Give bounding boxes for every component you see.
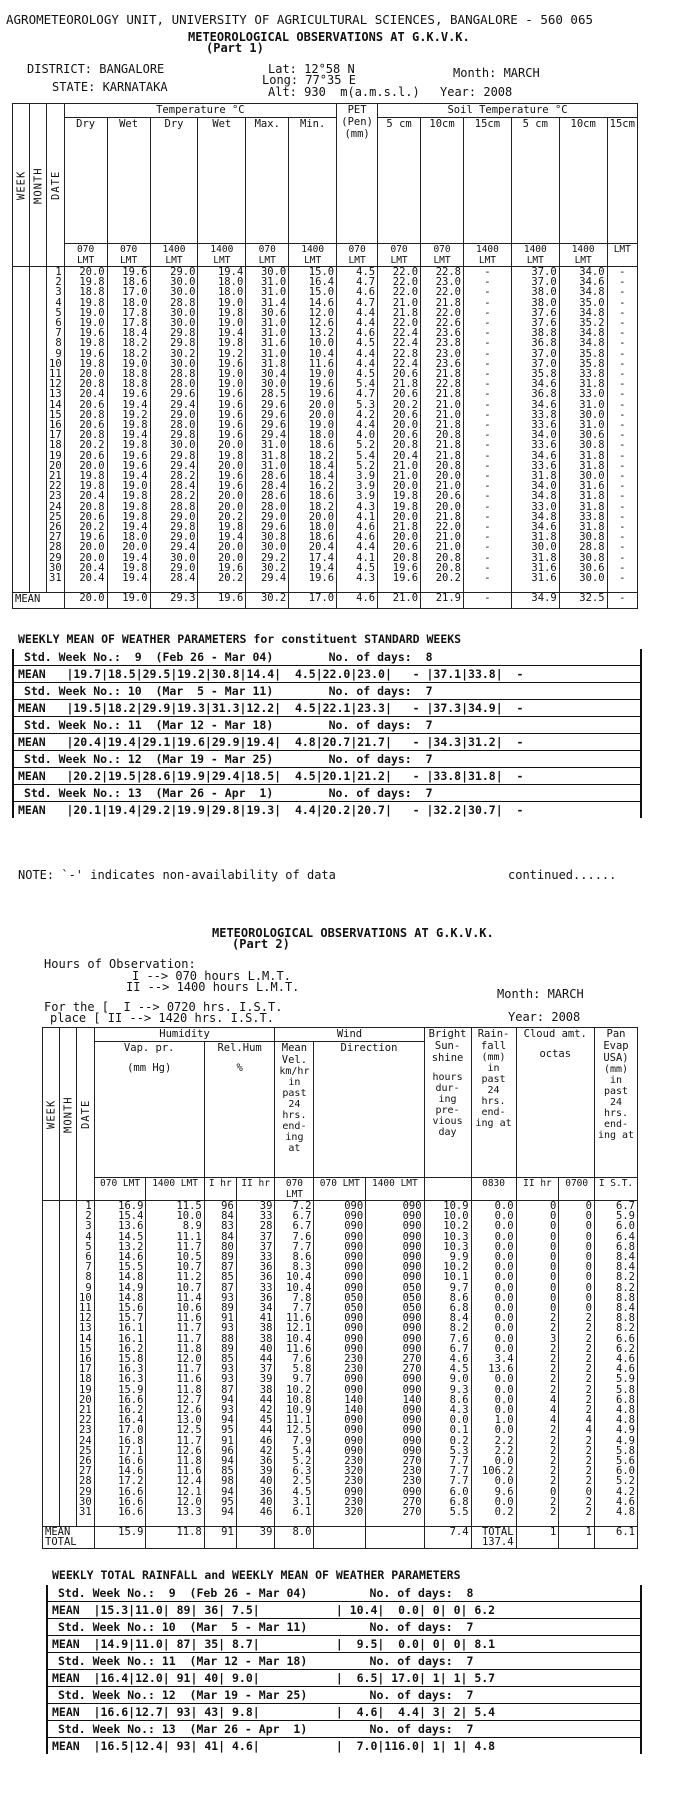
mean-value: 4.6 xyxy=(337,593,378,609)
std-week-header: Std. Week No.: 10 (Mar 5 - Mar 11) No. of days: 7 xyxy=(14,683,640,700)
hours-title: Hours of Observation: xyxy=(44,957,196,971)
mean-value: 19.0 xyxy=(107,593,150,609)
soil-10cm-header: 10cm xyxy=(421,118,464,244)
max-temp-column: 30.0 31.0 31.0 31.4 30.6 31.0 31.0 31.6 31.0 31.8 30.4 30.0 28.5 29.6 29.6 29.6 29.4 31.0 31.8 31.0 28.6 28.4 28.6 28.0 29.0 29.6 30.8 30.0 29.2 30.2 29.4 xyxy=(246,267,289,593)
std-week-mean: MEAN |16.5|12.4| 93| 41| 4.6| | 7.0|116.0| 1| 1| 4.8 xyxy=(52,1739,496,1753)
time-header: 070 LMT xyxy=(275,1178,314,1201)
std-week-header: Std. Week No.: 9 (Feb 26 - Mar 04) No. of days: 8 xyxy=(48,1585,640,1602)
mean-value: - xyxy=(464,593,512,609)
vap070-column: 16.9 15.4 13.6 14.5 13.2 14.6 15.5 14.8 14.9 14.8 15.6 15.7 16.1 16.1 16.2 15.8 16.3 16.3 15.9 16.6 16.2 16.4 17.0 16.8 17.1 16.6 14.6 17.2 16.6 16.6 16.6 xyxy=(94,1201,146,1527)
std-week-header: Std. Week No.: 9 (Feb 26 - Mar 04) No. of days: 8 xyxy=(14,649,640,666)
soil15-1400-column: - - - - - - - - - - - - - - - - - - - - - - - - - - - - - - - xyxy=(607,267,637,593)
rel-hum-header: Rel.Hum % xyxy=(204,1042,275,1178)
pan-evap-column: 6.7 5.9 6.0 6.4 6.8 8.4 8.4 8.2 8.2 8.8 8.4 8.8 8.2 6.6 6.2 4.6 4.6 5.9 5.8 6.8 4.8 4.8 4.9 4.9 5.8 5.6 6.0 5.2 4.2 4.6 4.8 xyxy=(595,1201,638,1527)
mean-label: MEAN xyxy=(13,593,65,609)
soil-10cm-header: 10cm xyxy=(559,118,607,244)
wet-header: Wet xyxy=(107,118,150,244)
std-week-mean: MEAN |19.7|18.5|29.5|19.2|30.8|14.4| 4.5|22.0|23.0| - |37.1|33.8| - xyxy=(14,666,640,683)
week-header: WEEK xyxy=(43,1028,60,1201)
time-header: 070 LMT xyxy=(421,244,464,267)
std-week-mean: MEAN |14.9|11.0| 87| 35| 8.7| | 9.5| 0.0| 0| 0| 8.1 xyxy=(48,1636,640,1653)
hours-ii: II --> 1400 hours L.M.T. xyxy=(126,980,300,994)
time-header: 070 LMT xyxy=(378,244,421,267)
std-week-mean: MEAN |20.1|19.4|29.2|19.9|29.8|19.3| 4.4|20.2|20.7| - |32.2|30.7| - xyxy=(18,803,524,817)
mean-value: 17.0 xyxy=(289,593,337,609)
time-header: 1400 LMT xyxy=(366,1178,424,1201)
date-header: DATE xyxy=(77,1028,95,1201)
wet-header: Wet xyxy=(198,118,246,244)
soil-5cm-header: 5 cm xyxy=(511,118,559,244)
time-header: 1400 LMT xyxy=(511,244,559,267)
part2-year: Year: 2008 xyxy=(508,1010,581,1024)
mean-value: 39 xyxy=(236,1527,275,1549)
std-week-header: Std. Week No.: 12 (Mar 19 - Mar 25) No. of days: 7 xyxy=(14,751,640,768)
month-header: MONTH xyxy=(60,1028,77,1201)
time-header: 0830 xyxy=(471,1178,516,1201)
for-the-place-i: For the [ I --> 0720 hrs. I.S.T. xyxy=(44,1000,283,1014)
part2-weekly-title: WEEKLY TOTAL RAINFALL and WEEKLY MEAN OF WEATHER PARAMETERS xyxy=(52,1568,461,1582)
humidity-header: Humidity xyxy=(94,1028,275,1042)
mean-value: 34.9 xyxy=(511,593,559,609)
mean-total-label: MEAN TOTAL xyxy=(43,1527,95,1549)
altitude: Alt: 930 m(a.m.s.l.) xyxy=(268,85,420,99)
wind-header: Wind xyxy=(275,1028,424,1042)
mean-value: 1 xyxy=(516,1527,559,1549)
min-temp-column: 15.0 16.4 15.0 14.6 12.0 12.6 13.2 10.0 10.4 11.6 19.0 19.6 19.6 20.0 20.0 19.0 18.0 18.6 18.2 18.4 18.4 16.2 18.6 18.2 20.0 18.0 18.6 20.4 17.4 19.4 19.6 xyxy=(289,267,337,593)
sunshine-column: 10.9 10.0 10.2 10.3 10.3 9.9 10.2 10.1 9.7 8.6 6.8 8.4 8.2 7.6 6.7 4.6 4.5 9.0 9.3 8.6 4.3 0.0 0.1 0.2 5.3 7.7 7.7 7.7 6.0 6.8 5.5 xyxy=(424,1201,471,1527)
district: DISTRICT: BANGALORE xyxy=(27,62,165,76)
hours-i: I --> 070 hours L.M.T. xyxy=(132,969,291,983)
time-header: 070 LMT xyxy=(94,1178,146,1201)
std-week-header: Std. Week No.: 13 (Mar 26 - Apr 1) No. of days: 7 xyxy=(14,785,640,802)
std-week-header: Std. Week No.: 11 (Mar 12 - Mar 18) No. of days: 7 xyxy=(48,1653,640,1670)
pan-evap-header: Pan Evap USA) (mm) in past 24 hrs. end- ing at xyxy=(595,1028,638,1178)
note: NOTE: `-' indicates non-availability of data xyxy=(18,868,336,882)
time-header: 0700 xyxy=(559,1178,595,1201)
pet-header: PET (Pen) (mm) xyxy=(337,104,378,244)
wind-dir070-column: 090 090 090 090 090 090 090 090 090 050 050 090 090 090 090 230 230 090 090 140 140 090 090 090 090 230 320 230 090 230 320 xyxy=(314,1201,366,1527)
time-header: 1400 LMT xyxy=(559,244,607,267)
dry-header: Dry xyxy=(64,118,107,244)
time-header: LMT xyxy=(607,244,637,267)
continued-label: continued...... xyxy=(508,868,617,882)
rainfall-column: 0.0 0.0 0.0 0.0 0.0 0.0 0.0 0.0 0.0 0.0 0.0 0.0 0.0 0.0 0.0 3.4 13.6 0.0 0.0 0.0 0.0 1.0 0.0 2.2 2.2 0.0 106.2 0.0 9.6 0.0 0.2 xyxy=(471,1201,516,1527)
wind-vel-column: 7.2 6.7 6.7 7.6 7.7 8.6 8.3 10.4 10.4 7.8 7.7 11.6 12.1 10.4 11.6 7.6 5.8 9.7 10.2 10.8 10.9 11.1 12.5 7.9 5.4 5.2 6.3 2.5 4.5 3.1 6.1 xyxy=(275,1201,314,1527)
vap1400-column: 11.5 10.0 8.9 11.1 11.7 10.5 10.7 11.2 10.7 11.4 10.6 11.6 11.7 11.7 11.8 12.0 11.7 11.6 11.8 12.7 12.6 13.0 12.5 11.7 12.6 11.8 11.6 12.4 12.1 12.0 13.3 xyxy=(146,1201,204,1527)
soil5-1400-column: 37.0 37.0 38.0 38.0 37.6 37.6 38.8 36.8 37.0 37.0 35.8 34.6 36.8 34.6 33.8 33.6 34.0 33.6 34.6 33.6 31.8 34.0 34.8 33.0 34.8 34.6 31.8 30.0 31.8 31.6 31.6 xyxy=(511,267,559,593)
mean-value: 15.9 xyxy=(94,1527,146,1549)
part2-month: Month: MARCH xyxy=(497,987,584,1001)
direction-header: Direction xyxy=(314,1042,424,1178)
part1-weekly-block xyxy=(12,649,642,818)
part2-subtitle: (Part 2) xyxy=(232,937,290,951)
part1-table xyxy=(12,103,638,609)
mean-value: 21.9 xyxy=(421,593,464,609)
wet1400-column: 19.4 18.0 18.0 19.0 19.8 19.0 19.4 19.8 19.2 19.6 19.0 19.0 19.6 19.6 19.6 19.6 19.6 20.0 19.8 20.0 19.6 19.6 20.0 20.0 20.2 19.8 19.4 20.0 20.0 19.6 20.2 xyxy=(198,267,246,593)
time-header: II hr xyxy=(236,1178,275,1201)
month-header: MONTH xyxy=(30,104,47,267)
soil-5cm-header: 5 cm xyxy=(378,118,421,244)
soil-temperature-header: Soil Temperature °C xyxy=(378,104,638,118)
wind-dir1400-column: 090 090 090 090 090 090 090 090 050 050 050 090 090 090 090 270 270 090 090 140 090 090 090 090 090 270 230 230 090 270 270 xyxy=(366,1201,424,1527)
std-week-header: Std. Week No.: 13 (Mar 26 - Apr 1) No. of days: 7 xyxy=(48,1721,640,1738)
rh-i-column: 96 84 83 84 80 89 87 85 87 93 89 91 93 88 89 85 93 93 87 94 93 94 95 91 96 94 85 98 94 95 94 xyxy=(204,1201,236,1527)
soil-15cm-header: 15cm xyxy=(607,118,637,244)
part2-table xyxy=(42,1027,638,1549)
time-header: I hr xyxy=(204,1178,236,1201)
rain-total: TOTAL 137.4 xyxy=(471,1527,516,1549)
time-header: 1400 LMT xyxy=(464,244,512,267)
mean-value: 21.0 xyxy=(378,593,421,609)
part1-month: Month: MARCH xyxy=(453,66,540,80)
cloud-i-column: 0 0 0 0 0 0 0 0 0 0 0 2 2 3 2 2 2 2 2 4 4 4 2 2 2 2 2 2 0 2 2 xyxy=(516,1201,559,1527)
std-week-mean: MEAN |20.2|19.5|28.6|19.9|29.4|18.5| 4.5|20.1|21.2| - |33.8|31.8| - xyxy=(14,768,640,785)
std-week-mean: MEAN |16.4|12.0| 91| 40| 9.0| | 6.5| 17.0| 1| 1| 5.7 xyxy=(48,1670,640,1687)
time-header: II hr xyxy=(516,1178,559,1201)
mean-value: 7.4 xyxy=(424,1527,471,1549)
date-header: DATE xyxy=(47,104,65,267)
latitude: Lat: 12°58 N xyxy=(268,62,355,76)
std-week-mean: MEAN |19.5|18.2|29.9|19.3|31.3|12.2| 4.5|22.1|23.3| - |37.3|34.9| - xyxy=(14,700,640,717)
rh-ii-column: 39 33 28 37 37 33 36 36 33 36 34 41 38 38 40 44 37 39 38 44 42 45 44 46 42 36 39 40 36 40 46 xyxy=(236,1201,275,1527)
soil10-070-column: 22.8 23.0 22.0 21.8 22.0 22.6 23.6 23.8 23.0 23.6 21.8 22.8 21.8 21.0 21.0 21.8 20.8 21.8 21.8 20.8 20.0 21.0 20.6 20.0 21.8 22.0 21.0 21.0 20.8 20.8 20.2 xyxy=(421,267,464,593)
std-week-header: Std. Week No.: 12 (Mar 19 - Mar 25) No. of days: 7 xyxy=(48,1687,640,1704)
time-header: 070 LMT xyxy=(337,244,378,267)
pet-column: 4.5 4.7 4.6 4.7 4.4 4.4 4.6 4.5 4.4 4.4 4.5 5.4 4.7 5.3 4.2 4.4 4.0 5.2 5.4 5.2 3.9 3.9 3.9 4.3 4.1 4.6 4.6 4.4 4.1 4.5 4.3 xyxy=(337,267,378,593)
dry070-column: 20.0 19.8 18.8 19.8 19.0 19.0 19.6 19.8 19.6 19.8 20.0 20.8 20.4 20.6 20.8 20.6 20.8 20.2 20.6 20.0 19.8 19.8 20.4 20.8 20.6 20.2 19.6 20.0 20.0 20.4 20.4 xyxy=(64,267,107,593)
mean-value: 6.1 xyxy=(595,1527,638,1549)
mean-value: 19.6 xyxy=(198,593,246,609)
time-header: 070 LMT xyxy=(107,244,150,267)
soil10-1400-column: 34.0 34.6 34.8 35.0 34.8 35.2 34.8 34.8 35.8 35.8 33.8 31.8 33.0 31.0 30.0 31.0 30.6 30.8 31.8 31.8 30.0 31.6 31.8 31.8 33.8 31.8 30.8 28.8 30.8 30.6 30.0 xyxy=(559,267,607,593)
mean-value: 20.0 xyxy=(64,593,107,609)
time-header: 1400 LMT xyxy=(289,244,337,267)
time-header: 070 LMT xyxy=(246,244,289,267)
std-week-header: Std. Week No.: 11 (Mar 12 - Mar 18) No. of days: 7 xyxy=(14,717,640,734)
mean-value: 1 xyxy=(559,1527,595,1549)
mean-value: 8.0 xyxy=(275,1527,314,1549)
mean-vel-header: Mean Vel. km/hr in past 24 hrs. end- ing at xyxy=(275,1042,314,1178)
time-header: 1400 LMT xyxy=(146,1178,204,1201)
time-header xyxy=(424,1178,471,1201)
part1-weekly-title: WEEKLY MEAN OF WEATHER PARAMETERS for constituent STANDARD WEEKS xyxy=(18,632,462,646)
max-header: Max. xyxy=(246,118,289,244)
part2-title: METEOROLOGICAL OBSERVATIONS AT G.K.V.K. xyxy=(212,926,494,940)
for-the-place-ii: place [ II --> 1420 hrs. I.S.T. xyxy=(50,1011,274,1025)
part2-weekly-block xyxy=(46,1585,642,1754)
mean-value: 11.8 xyxy=(146,1527,204,1549)
time-header: 1400 LMT xyxy=(150,244,198,267)
std-week-mean: MEAN |15.3|11.0| 89| 36| 7.5| | 10.4| 0.0| 0| 0| 6.2 xyxy=(48,1602,640,1619)
part1-title: METEOROLOGICAL OBSERVATIONS AT G.K.V.K. xyxy=(188,30,470,44)
wet070-column: 19.6 18.6 17.0 18.0 17.8 17.8 18.4 18.2 18.2 19.0 18.8 18.8 19.6 19.4 19.2 19.8 19.4 19.8 19.6 19.6 19.4 19.0 19.8 19.8 19.8 19.4 18.0 20.0 19.4 19.8 19.4 xyxy=(107,267,150,593)
min-header: Min. xyxy=(289,118,337,244)
temperature-header: Temperature °C xyxy=(64,104,336,118)
mean-value: - xyxy=(607,593,637,609)
time-header: 1400 LMT xyxy=(198,244,246,267)
soil5-070-column: 22.0 22.0 22.0 21.0 21.8 22.0 22.4 22.4 22.8 22.4 20.6 21.8 20.6 20.2 20.6 20.0 20.6 20.8 20.4 21.0 21.0 20.0 19.8 19.8 20.0 21.8 20.0 20.6 20.8 19.6 19.6 xyxy=(378,267,421,593)
date-column: 1 2 3 4 5 6 7 8 9 10 11 12 13 14 15 16 17 18 19 20 21 22 23 24 25 26 27 28 29 30 31 xyxy=(77,1201,95,1527)
mean-value: 32.5 xyxy=(559,593,607,609)
state: STATE: KARNATAKA xyxy=(52,80,168,94)
cloud-header: Cloud amt. octas xyxy=(516,1028,594,1178)
part1-subtitle: (Part 1) xyxy=(206,41,264,55)
sunshine-header: Bright Sun- shine hours dur- ing pre- vious day xyxy=(424,1028,471,1178)
longitude: Long: 77°35 E xyxy=(262,73,356,87)
soil15-070-column: - - - - - - - - - - - - - - - - - - - - - - - - - - - - - - - xyxy=(464,267,512,593)
date-column: 1 2 3 4 5 6 7 8 9 10 11 12 13 14 15 16 17 18 19 20 21 22 23 24 25 26 27 28 29 30 31 xyxy=(47,267,65,593)
time-header: 070 LMT xyxy=(314,1178,366,1201)
vapour-pressure-header: Vap. pr. (mm Hg) xyxy=(94,1042,204,1178)
std-week-header: Std. Week No.: 10 (Mar 5 - Mar 11) No. of days: 7 xyxy=(48,1619,640,1636)
institution-header: AGROMETEOROLOGY UNIT, UNIVERSITY OF AGRICULTURAL SCIENCES, BANGALORE - 560 065 xyxy=(6,12,593,27)
time-header: 070 LMT xyxy=(64,244,107,267)
std-week-mean: MEAN |20.4|19.4|29.1|19.6|29.9|19.4| 4.8|20.7|21.7| - |34.3|31.2| - xyxy=(14,734,640,751)
soil-15cm-header: 15cm xyxy=(464,118,512,244)
week-header: WEEK xyxy=(13,104,30,267)
dry-header: Dry xyxy=(150,118,198,244)
time-header: I S.T. xyxy=(595,1178,638,1201)
std-week-mean: MEAN |16.6|12.7| 93| 43| 9.8| | 4.6| 4.4| 3| 2| 5.4 xyxy=(48,1704,640,1721)
mean-value: 29.3 xyxy=(150,593,198,609)
dry1400-column: 29.0 30.0 30.0 28.8 30.0 30.0 29.8 29.8 30.2 30.0 28.8 28.0 29.6 29.4 29.0 28.0 29.8 30.0 29.8 29.4 28.2 28.4 28.2 28.8 29.0 29.8 29.0 29.4 30.0 29.0 28.4 xyxy=(150,267,198,593)
cloud-ii-column: 0 0 0 0 0 0 0 0 0 0 0 2 2 2 2 2 2 2 2 2 2 4 4 2 2 2 2 2 0 2 2 xyxy=(559,1201,595,1527)
mean-value: 91 xyxy=(204,1527,236,1549)
mean-value: 30.2 xyxy=(246,593,289,609)
part1-year: Year: 2008 xyxy=(440,85,513,99)
rainfall-header: Rain- fall (mm) in past 24 hrs. end- ing at xyxy=(471,1028,516,1178)
